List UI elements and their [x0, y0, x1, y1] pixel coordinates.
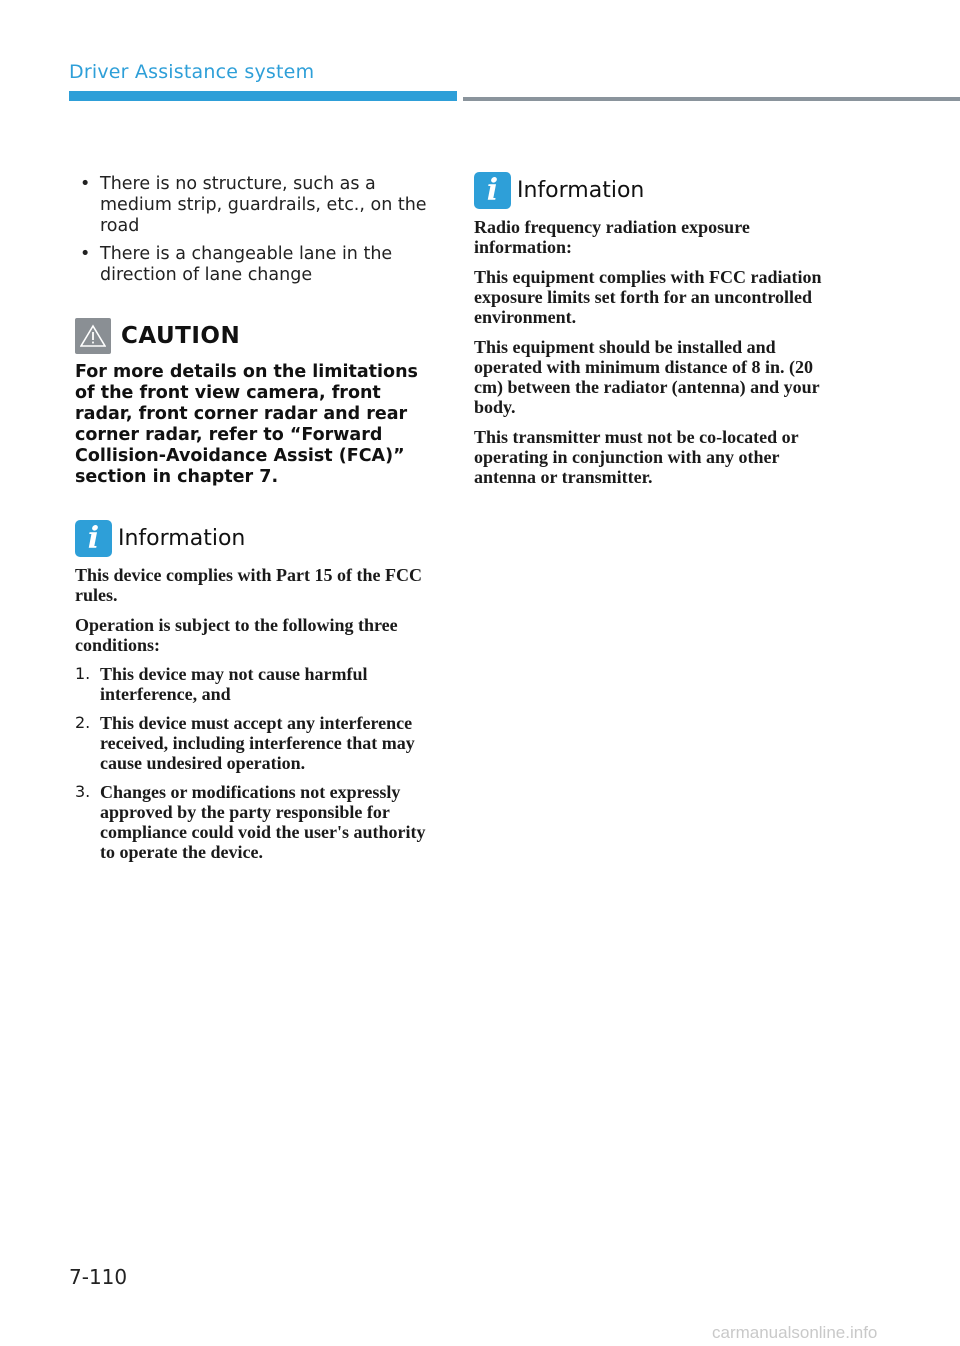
list-item — [75, 174, 440, 237]
info-paragraph: This equipment complies with FCC radiation exposure limits set forth for an uncontrolled environment. — [474, 267, 822, 327]
info-paragraph: This transmitter must not be co-located or operating in conjunction with any other antenna or transmitter. — [474, 427, 799, 487]
bullet-list — [75, 174, 440, 286]
info-icon: i — [474, 172, 511, 209]
header-accent-bar — [69, 91, 457, 101]
caution-heading — [75, 318, 440, 354]
info-paragraph: This equipment should be installed and operated with minimum distance of 8 in. (20 cm) between the radiator (antenna) and your body. — [474, 337, 820, 417]
info-title: Information — [118, 526, 246, 551]
bullet-icon: • — [80, 174, 91, 194]
caution-title: CAUTION — [121, 323, 241, 349]
list-item-text: This device must accept any interference received, including interference that may cause undesired operation. — [100, 713, 415, 773]
info-paragraph: This device complies with Part 15 of the FCC rules. — [75, 565, 422, 605]
right-column — [474, 172, 844, 487]
list-item-text: This device may not cause harmful interference, and — [100, 664, 368, 704]
numbered-list — [75, 664, 440, 862]
info-paragraph: Operation is subject to the following three conditions: — [75, 615, 398, 655]
info-heading — [75, 520, 440, 557]
list-number: 2. — [75, 713, 91, 732]
bullet-icon: • — [80, 244, 91, 264]
info-icon: i — [75, 520, 112, 557]
caution-text: For more details on the limitations of the front view camera, front radar, front corner radar and rear corner radar, refer to “Forward Collision-Avoidance Assist (FCA)” section in chapter 7. — [75, 362, 418, 487]
section-title: Driver Assistance system — [69, 61, 315, 83]
list-number: 3. — [75, 782, 91, 801]
page-number: 7-110 — [69, 1265, 128, 1289]
list-number: 1. — [75, 664, 91, 683]
bullet-text: There is a changeable lane in the direction of lane change — [100, 244, 393, 285]
list-item-text: Changes or modifications not expressly approved by the party responsible for compliance could void the user's authority to operate the device. — [100, 782, 426, 862]
list-item — [75, 782, 440, 862]
left-column — [75, 174, 440, 862]
list-item — [75, 713, 440, 773]
info-heading — [474, 172, 844, 209]
warning-triangle-icon — [75, 318, 111, 354]
header-rule — [463, 97, 960, 101]
info-paragraph: Radio frequency radiation exposure information: — [474, 217, 750, 257]
bullet-text: There is no structure, such as a medium strip, guardrails, etc., on the road — [100, 174, 427, 236]
list-item — [75, 244, 440, 286]
watermark: carmanualsonline.info — [712, 1323, 878, 1342]
list-item — [75, 664, 440, 704]
info-title: Information — [517, 178, 645, 203]
